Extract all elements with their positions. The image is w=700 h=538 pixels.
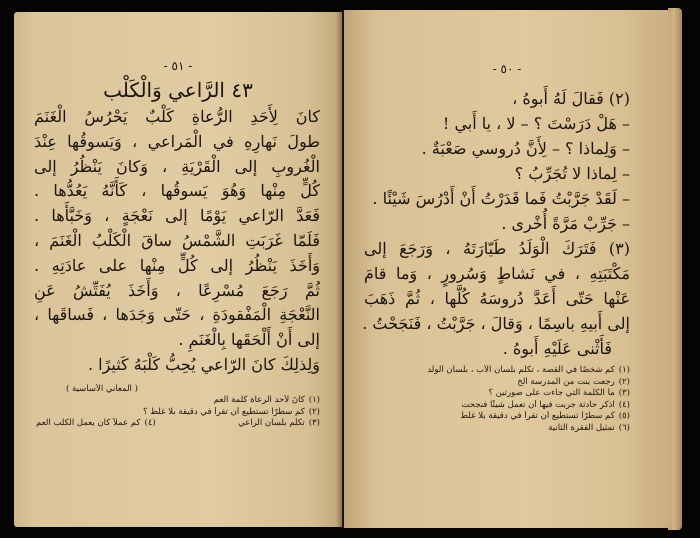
page-number-right: - ٥٠ - [492,62,522,76]
text-line: كانَ لِأَحَدِ الرُّعاةِ كَلْبٌ يَحْرُسُ الْغَنَمَ [34,107,320,126]
text-line: الْغُروبِ إلى الْقَرْيَةِ ، وَكانَ يَنْظُرُ إلى [34,156,320,176]
story-text [14,105,342,378]
page-edge [668,8,682,530]
text-line: فَلَمّا غَرَبَتِ الشَّمْسُ ساقَ الْكَلْبُ الْغَنَمَ ، [34,230,320,250]
text-line: – لَقَدْ جَرَّبْتُ فَما قَدَرْتُ أَنْ أَدْرُسَ شَيْئًا . [372,189,630,208]
exercise-item: (٥)كم سطرًا تستطيع أن تقرأ في دقيقة بلا غلط [460,411,630,421]
exercise-list-right [344,365,670,434]
exercise-item: (٣)تكلّم بلسان الراعي [238,418,320,429]
exercise-list-left [14,384,342,430]
text-line: وَلِذلِكَ كانَ الرّاعي يُحِبُّ كَلْبَهُ كَثيرًا . [87,354,320,374]
page-number-left: - ٥١ - [163,59,193,73]
text-line: النَّعْجَةِ الْمَفْقودَةِ ، حَتّى وَجَدَها ، فَساقَها ، [34,305,320,325]
text-line: كُلٍّ مِنْها وَهُوَ يَسوقُها ، كَأَنَّهُ يَعُدُّها . [34,181,320,201]
text-line: (٣) فَتَرَكَ الْوَلَدُ طَيّارَتَهُ ، وَرَجَعَ إلى [364,239,630,258]
text-line: فَأَثْنى عَلَيْهِ أَبوهُ . [502,339,612,358]
story-title: ٤٣ الرَّاعي وَالْكَلْب [103,78,253,102]
text-line: مَكْتَبَتِهِ ، في نَشاطٍ وَسُرورٍ ، وَما قامَ [364,264,630,283]
text-line: – لِماذا لا تُجَرِّبُ ؟ [514,164,630,183]
exercise-item: (١)كانَ لأحد الرعاة كلمة العم [213,395,320,406]
text-line: – وَلِماذا ؟ – لِأَنَّ دُروسي صَعْبَةٌ . [421,139,630,158]
exercise-item: (٢)رجعت بنت من المدرسة الخ [517,376,630,387]
left-page [14,12,342,527]
exercise-item: (٤)اذكر حادثة جربت فيها أن تعمل شيئًا فنجحت [461,399,630,410]
text-line: فَعَدَّ الرّاعي يَوْمًا إلى نَعْجَةٍ ، وَخَبَّأَها . [34,206,320,226]
text-line: – هَلْ دَرَسْتَ ؟ – لا ، يا أَبي ! [442,114,630,133]
right-page [344,10,670,528]
dialogue-text [344,86,670,361]
exercise-item: (٣)ما الكلمة التي جاءت على صورتين ؟ [488,388,630,398]
text-line: وَأَخَذَ يَنْظُرُ إلى كُلٍّ مِنْها على عادَتِهِ . [34,255,320,275]
text-line: ثُمَّ رَجَعَ مُسْرِعًا ، وَأَخَذَ يُفَتِّشُ عَنِ [34,280,320,300]
source-note: ( المعاني الأساسية ) [66,383,138,394]
text-line: طولَ نَهارِهِ في الْمَراعي ، وَيَسوقُها عِنْدَ [34,131,320,151]
exercise-item: (٦)تمثيل الفقرة الثانية [548,422,630,433]
text-line: إلى أَنْ أَلْحَقَها بِالْغَنَمِ . [178,330,320,350]
text-line: (٢) فَقالَ لَهُ أَبوهُ ، [512,89,630,108]
text-line: عَنْها حَتّى أَعَدَّ دُروسَهُ كُلَّها ، ثُمَّ ذَهَبَ [364,289,630,308]
exercise-item: (٢)كم سطرًا تستطيع أن تقرأ في دقيقة بلا غلط ؟ [143,406,320,417]
exercise-item: (١)كم شخصًا في القصة ، تكلم بلسان الأب ، بلسان الولد [427,365,630,375]
exercise-item: (٤)كم عملاً كان يعمل الكلب العم [36,418,156,429]
exercise-row [36,418,320,430]
text-line: إلى أَبيهِ باسِمًا ، وَقالَ ، جَرَّبْتُ ، فَنَجَحْتُ . [362,314,630,333]
text-line: – جَرِّبْ مَرَّةً أُخْرى . [501,214,630,233]
